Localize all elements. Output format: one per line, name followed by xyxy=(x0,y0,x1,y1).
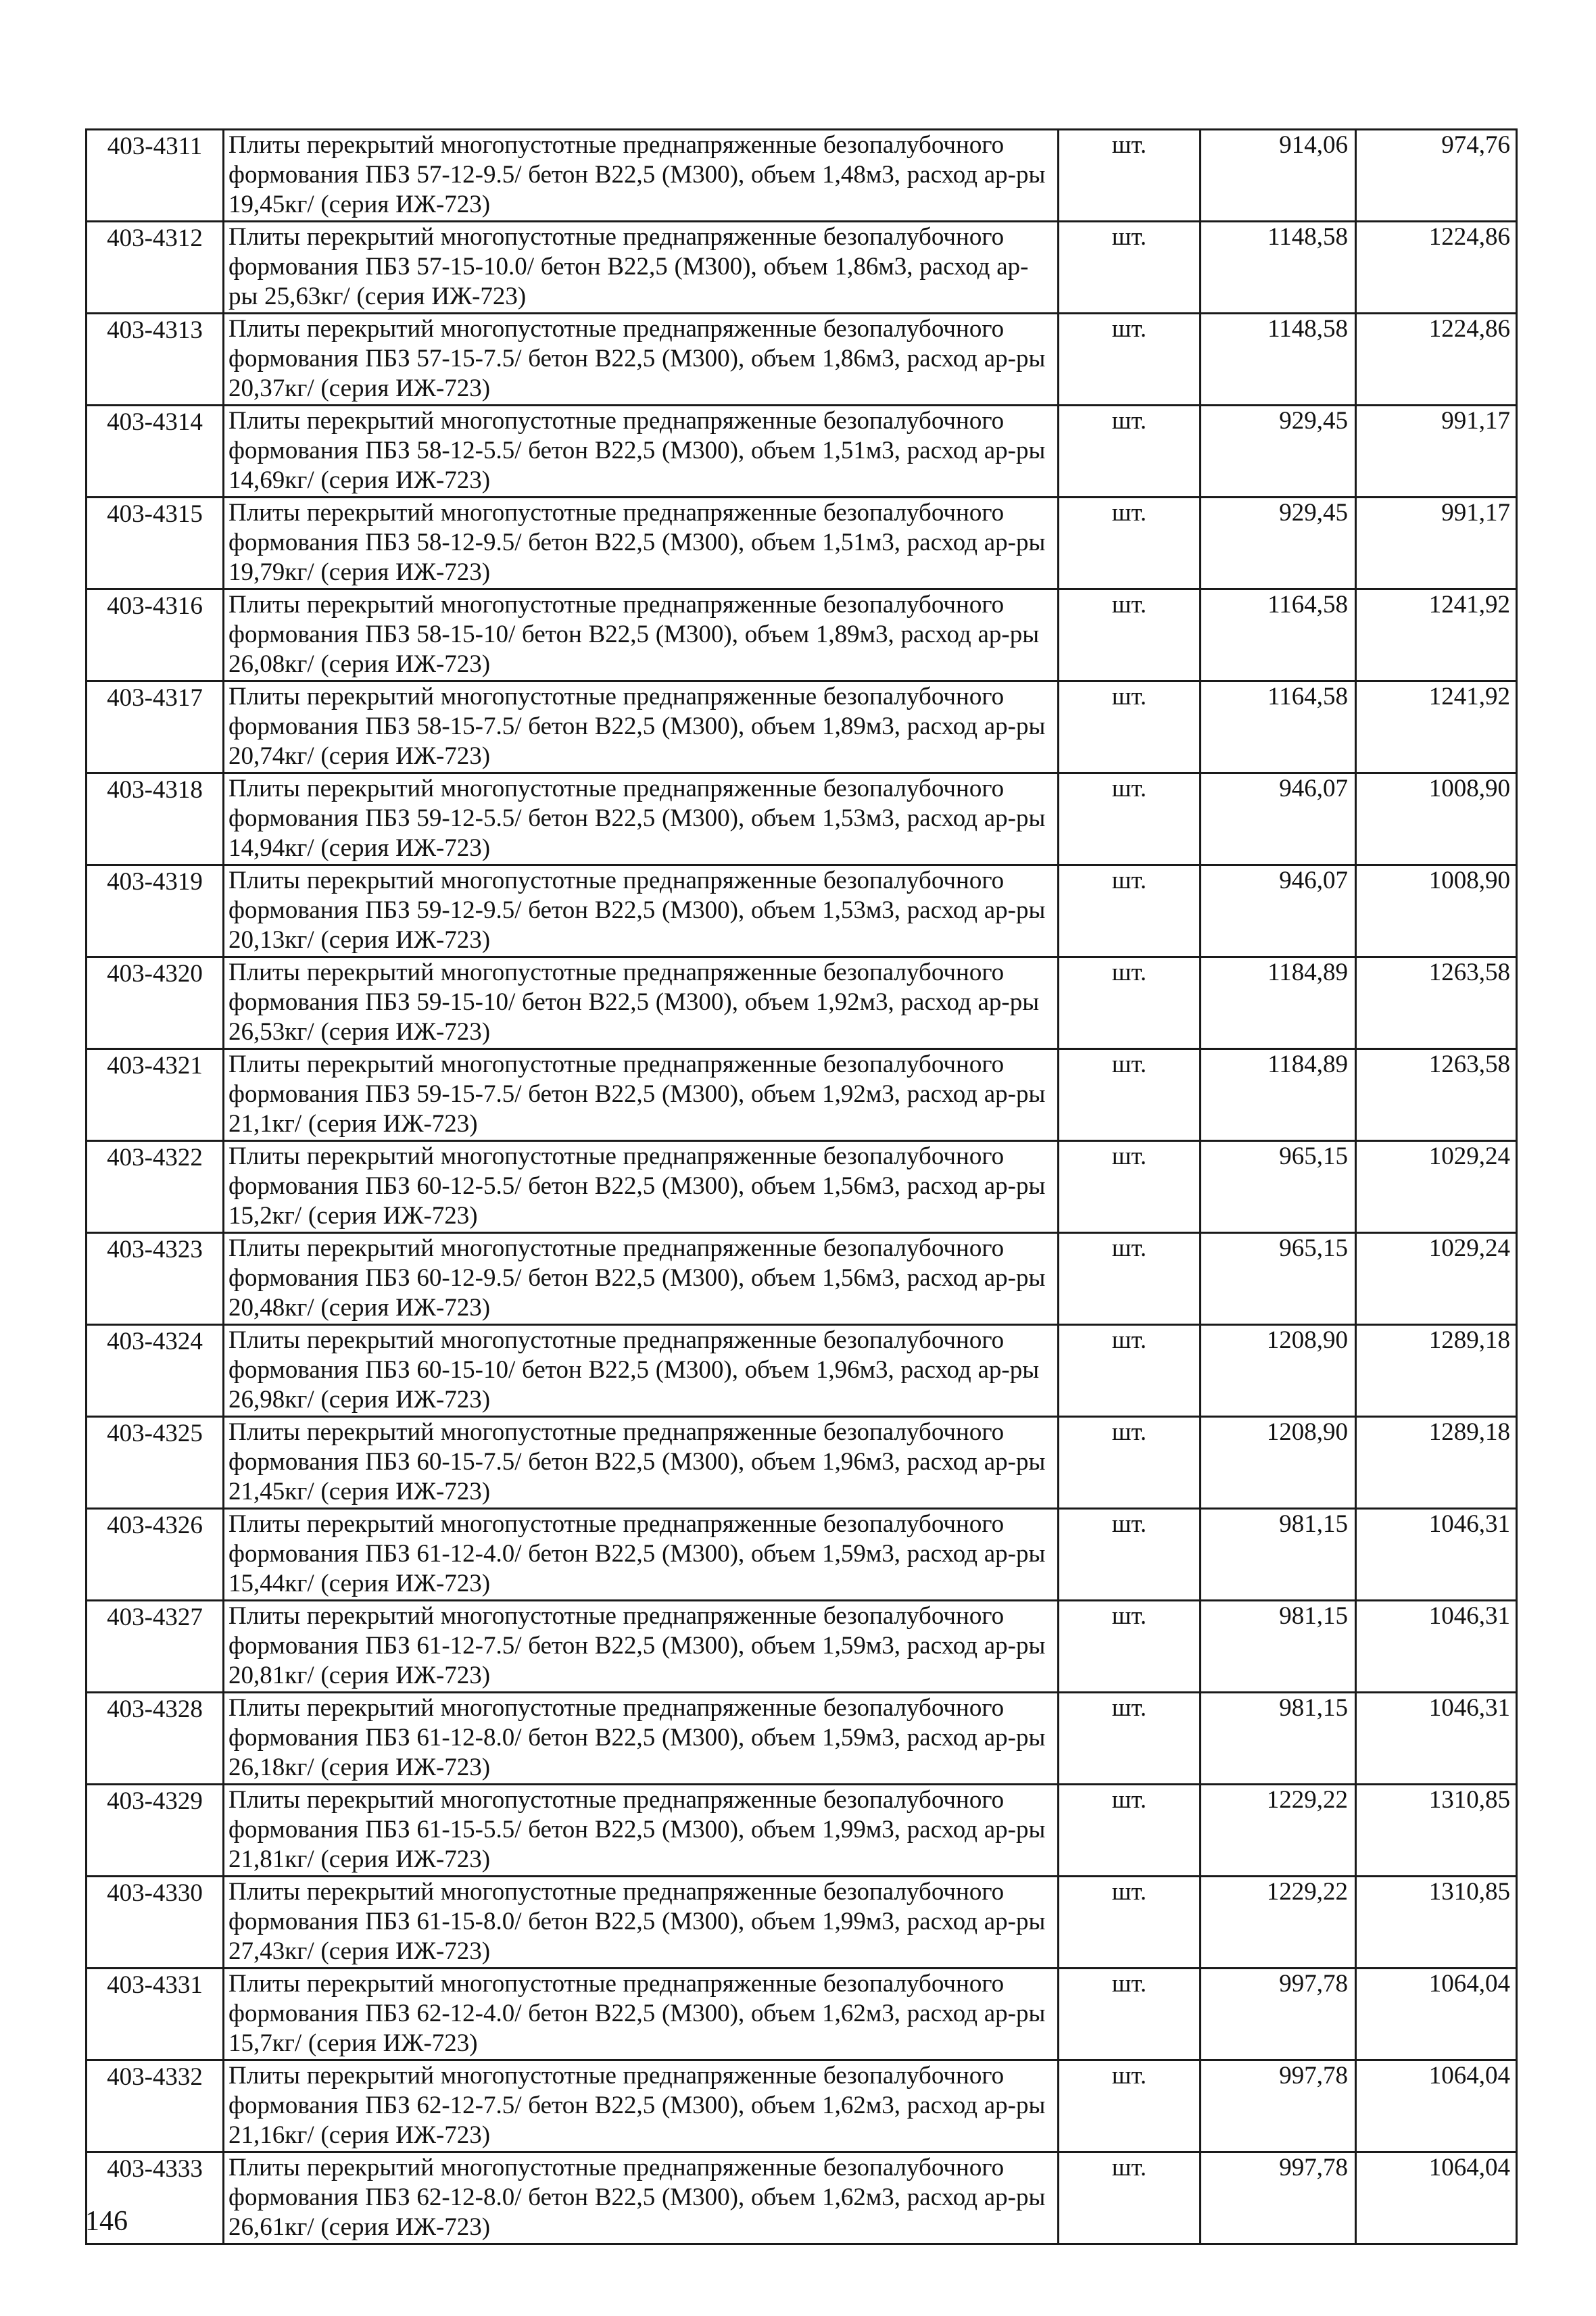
description-line: 26,08кг/ (серия ИЖ-723) xyxy=(228,650,491,678)
item-description xyxy=(224,1969,1059,2060)
item-description xyxy=(224,1601,1059,1693)
table-row xyxy=(87,957,1517,1049)
item-description xyxy=(224,1509,1059,1601)
item-description xyxy=(224,222,1059,314)
description-line: Плиты перекрытий многопустотные преднапряженные безопалубочного xyxy=(228,1051,1005,1078)
item-code: 403-4321 xyxy=(87,1049,224,1141)
item-unit: шт. xyxy=(1059,589,1201,681)
table-row xyxy=(87,130,1517,222)
item-price-2: 1310,85 xyxy=(1356,1877,1517,1969)
table-row xyxy=(87,222,1517,314)
table-row xyxy=(87,1417,1517,1509)
description-line: 14,94кг/ (серия ИЖ-723) xyxy=(228,834,491,862)
item-description xyxy=(224,1233,1059,1325)
description-line: формования ПБЗ 62-12-8.0/ бетон В22,5 (М300), объем 1,62м3, расход ар-ры xyxy=(228,2183,1046,2211)
table-row xyxy=(87,589,1517,681)
item-code: 403-4326 xyxy=(87,1509,224,1601)
description-line: 26,98кг/ (серия ИЖ-723) xyxy=(228,1385,491,1414)
item-unit: шт. xyxy=(1059,2060,1201,2152)
table-row xyxy=(87,1325,1517,1417)
item-unit: шт. xyxy=(1059,773,1201,865)
item-description xyxy=(224,1049,1059,1141)
description-line: 15,2кг/ (серия ИЖ-723) xyxy=(228,1201,478,1230)
description-line: 20,13кг/ (серия ИЖ-723) xyxy=(228,925,491,954)
description-line: формования ПБЗ 61-15-8.0/ бетон В22,5 (М300), объем 1,99м3, расход ар-ры xyxy=(228,1907,1046,1935)
item-price-2: 1224,86 xyxy=(1356,314,1517,406)
item-price-2: 991,17 xyxy=(1356,406,1517,498)
item-code: 403-4328 xyxy=(87,1693,224,1785)
table-row xyxy=(87,2152,1517,2244)
item-description xyxy=(224,1325,1059,1417)
item-description xyxy=(224,130,1059,222)
item-unit: шт. xyxy=(1059,314,1201,406)
item-code: 403-4315 xyxy=(87,498,224,589)
item-price-1: 1148,58 xyxy=(1201,222,1356,314)
item-code: 403-4313 xyxy=(87,314,224,406)
item-description xyxy=(224,498,1059,589)
description-line: 20,48кг/ (серия ИЖ-723) xyxy=(228,1293,491,1322)
item-code: 403-4331 xyxy=(87,1969,224,2060)
item-price-2: 1008,90 xyxy=(1356,773,1517,865)
item-unit: шт. xyxy=(1059,222,1201,314)
table-row xyxy=(87,1049,1517,1141)
item-price-1: 1164,58 xyxy=(1201,681,1356,773)
table-row xyxy=(87,865,1517,957)
description-line: 26,18кг/ (серия ИЖ-723) xyxy=(228,1753,491,1781)
table-row xyxy=(87,1141,1517,1233)
item-price-2: 1263,58 xyxy=(1356,1049,1517,1141)
item-price-1: 929,45 xyxy=(1201,498,1356,589)
item-unit: шт. xyxy=(1059,1417,1201,1509)
item-unit: шт. xyxy=(1059,1509,1201,1601)
description-line: Плиты перекрытий многопустотные преднапряженные безопалубочного xyxy=(228,1786,1005,1814)
description-line: формования ПБЗ 57-15-10.0/ бетон В22,5 (М300), объем 1,86м3, расход ар- xyxy=(228,252,1029,281)
description-line: Плиты перекрытий многопустотные преднапряженные безопалубочного xyxy=(228,1142,1005,1170)
item-code: 403-4329 xyxy=(87,1785,224,1877)
description-line: 21,16кг/ (серия ИЖ-723) xyxy=(228,2121,491,2149)
description-line: Плиты перекрытий многопустотные преднапряженные безопалубочного xyxy=(228,867,1005,894)
item-description xyxy=(224,589,1059,681)
description-line: формования ПБЗ 60-12-5.5/ бетон В22,5 (М300), объем 1,56м3, расход ар-ры xyxy=(228,1172,1046,1200)
item-description xyxy=(224,865,1059,957)
item-price-1: 981,15 xyxy=(1201,1509,1356,1601)
description-line: 20,74кг/ (серия ИЖ-723) xyxy=(228,742,491,770)
item-price-2: 1310,85 xyxy=(1356,1785,1517,1877)
item-code: 403-4320 xyxy=(87,957,224,1049)
item-price-2: 1241,92 xyxy=(1356,589,1517,681)
item-description xyxy=(224,1693,1059,1785)
item-price-2: 1046,31 xyxy=(1356,1601,1517,1693)
item-code: 403-4324 xyxy=(87,1325,224,1417)
item-price-1: 1164,58 xyxy=(1201,589,1356,681)
description-line: Плиты перекрытий многопустотные преднапряженные безопалубочного xyxy=(228,1418,1005,1446)
table-row xyxy=(87,498,1517,589)
description-line: формования ПБЗ 58-12-9.5/ бетон В22,5 (М300), объем 1,51м3, расход ар-ры xyxy=(228,528,1046,556)
item-description xyxy=(224,773,1059,865)
item-code: 403-4333 xyxy=(87,2152,224,2244)
description-line: 26,61кг/ (серия ИЖ-723) xyxy=(228,2213,491,2241)
description-line: Плиты перекрытий многопустотные преднапряженные безопалубочного xyxy=(228,2062,1005,2090)
description-line: Плиты перекрытий многопустотные преднапряженные безопалубочного xyxy=(228,1510,1005,1538)
item-code: 403-4330 xyxy=(87,1877,224,1969)
item-price-1: 946,07 xyxy=(1201,773,1356,865)
item-code: 403-4319 xyxy=(87,865,224,957)
item-unit: шт. xyxy=(1059,406,1201,498)
description-line: Плиты перекрытий многопустотные преднапряженные безопалубочного xyxy=(228,1970,1005,1998)
item-description xyxy=(224,681,1059,773)
page-number: 146 xyxy=(85,2206,128,2237)
item-code: 403-4318 xyxy=(87,773,224,865)
item-price-2: 1046,31 xyxy=(1356,1693,1517,1785)
item-price-1: 1208,90 xyxy=(1201,1325,1356,1417)
description-line: формования ПБЗ 62-12-4.0/ бетон В22,5 (М300), объем 1,62м3, расход ар-ры xyxy=(228,1999,1046,2027)
description-line: формования ПБЗ 62-12-7.5/ бетон В22,5 (М300), объем 1,62м3, расход ар-ры xyxy=(228,2091,1046,2119)
item-code: 403-4332 xyxy=(87,2060,224,2152)
description-line: Плиты перекрытий многопустотные преднапряженные безопалубочного xyxy=(228,1234,1005,1262)
description-line: Плиты перекрытий многопустотные преднапряженные безопалубочного xyxy=(228,959,1005,986)
description-line: 21,81кг/ (серия ИЖ-723) xyxy=(228,1845,491,1873)
item-price-1: 997,78 xyxy=(1201,2152,1356,2244)
description-line: Плиты перекрытий многопустотные преднапряженные безопалубочного xyxy=(228,1326,1005,1354)
item-description xyxy=(224,1785,1059,1877)
item-price-2: 974,76 xyxy=(1356,130,1517,222)
table-row xyxy=(87,1509,1517,1601)
item-price-1: 914,06 xyxy=(1201,130,1356,222)
item-price-2: 1029,24 xyxy=(1356,1141,1517,1233)
item-price-1: 1184,89 xyxy=(1201,1049,1356,1141)
table-row xyxy=(87,2060,1517,2152)
description-line: Плиты перекрытий многопустотные преднапряженные безопалубочного xyxy=(228,1694,1005,1722)
description-line: формования ПБЗ 61-15-5.5/ бетон В22,5 (М300), объем 1,99м3, расход ар-ры xyxy=(228,1815,1046,1843)
description-line: формования ПБЗ 61-12-7.5/ бетон В22,5 (М300), объем 1,59м3, расход ар-ры xyxy=(228,1631,1046,1660)
item-code: 403-4311 xyxy=(87,130,224,222)
description-line: 19,79кг/ (серия ИЖ-723) xyxy=(228,558,491,586)
item-unit: шт. xyxy=(1059,1601,1201,1693)
description-line: 21,1кг/ (серия ИЖ-723) xyxy=(228,1109,478,1138)
item-unit: шт. xyxy=(1059,1969,1201,2060)
item-code: 403-4322 xyxy=(87,1141,224,1233)
item-price-2: 1064,04 xyxy=(1356,1969,1517,2060)
item-price-1: 1208,90 xyxy=(1201,1417,1356,1509)
item-unit: шт. xyxy=(1059,681,1201,773)
item-price-1: 1229,22 xyxy=(1201,1877,1356,1969)
description-line: Плиты перекрытий многопустотные преднапряженные безопалубочного xyxy=(228,407,1005,435)
table-body xyxy=(87,130,1517,2244)
description-line: 19,45кг/ (серия ИЖ-723) xyxy=(228,190,491,218)
description-line: формования ПБЗ 60-15-7.5/ бетон В22,5 (М300), объем 1,96м3, расход ар-ры xyxy=(228,1447,1046,1476)
item-price-2: 1064,04 xyxy=(1356,2060,1517,2152)
item-code: 403-4312 xyxy=(87,222,224,314)
item-code: 403-4325 xyxy=(87,1417,224,1509)
item-unit: шт. xyxy=(1059,1233,1201,1325)
item-price-2: 1008,90 xyxy=(1356,865,1517,957)
description-line: 20,37кг/ (серия ИЖ-723) xyxy=(228,374,491,402)
description-line: формования ПБЗ 59-12-9.5/ бетон В22,5 (М300), объем 1,53м3, расход ар-ры xyxy=(228,896,1046,924)
description-line: формования ПБЗ 58-12-5.5/ бетон В22,5 (М300), объем 1,51м3, расход ар-ры xyxy=(228,436,1046,464)
item-unit: шт. xyxy=(1059,1693,1201,1785)
description-line: формования ПБЗ 61-12-8.0/ бетон В22,5 (М300), объем 1,59м3, расход ар-ры xyxy=(228,1723,1046,1752)
item-description xyxy=(224,1877,1059,1969)
item-unit: шт. xyxy=(1059,1141,1201,1233)
item-price-1: 997,78 xyxy=(1201,1969,1356,2060)
item-description xyxy=(224,1417,1059,1509)
item-code: 403-4317 xyxy=(87,681,224,773)
item-price-2: 1289,18 xyxy=(1356,1325,1517,1417)
item-price-1: 1148,58 xyxy=(1201,314,1356,406)
description-line: формования ПБЗ 61-12-4.0/ бетон В22,5 (М300), объем 1,59м3, расход ар-ры xyxy=(228,1539,1046,1568)
table-row xyxy=(87,1969,1517,2060)
item-description xyxy=(224,957,1059,1049)
table-row xyxy=(87,1601,1517,1693)
item-unit: шт. xyxy=(1059,2152,1201,2244)
description-line: Плиты перекрытий многопустотные преднапряженные безопалубочного xyxy=(228,775,1005,802)
description-line: формования ПБЗ 59-15-7.5/ бетон В22,5 (М300), объем 1,92м3, расход ар-ры xyxy=(228,1080,1046,1108)
description-line: 15,44кг/ (серия ИЖ-723) xyxy=(228,1569,491,1597)
item-price-1: 946,07 xyxy=(1201,865,1356,957)
item-description xyxy=(224,2060,1059,2152)
item-price-1: 997,78 xyxy=(1201,2060,1356,2152)
table-row xyxy=(87,314,1517,406)
item-unit: шт. xyxy=(1059,1785,1201,1877)
description-line: 27,43кг/ (серия ИЖ-723) xyxy=(228,1937,491,1965)
item-price-1: 981,15 xyxy=(1201,1693,1356,1785)
item-price-2: 1224,86 xyxy=(1356,222,1517,314)
description-line: Плиты перекрытий многопустотные преднапряженные безопалубочного xyxy=(228,315,1005,343)
price-table xyxy=(85,128,1518,2245)
item-code: 403-4327 xyxy=(87,1601,224,1693)
description-line: Плиты перекрытий многопустотные преднапряженные безопалубочного xyxy=(228,223,1005,251)
item-unit: шт. xyxy=(1059,1049,1201,1141)
item-price-1: 981,15 xyxy=(1201,1601,1356,1693)
item-unit: шт. xyxy=(1059,865,1201,957)
table-row xyxy=(87,681,1517,773)
item-unit: шт. xyxy=(1059,130,1201,222)
description-line: Плиты перекрытий многопустотные преднапряженные безопалубочного xyxy=(228,2154,1005,2181)
description-line: Плиты перекрытий многопустотные преднапряженные безопалубочного xyxy=(228,1878,1005,1906)
item-price-2: 991,17 xyxy=(1356,498,1517,589)
description-line: формования ПБЗ 58-15-10/ бетон В22,5 (М300), объем 1,89м3, расход ар-ры xyxy=(228,620,1040,648)
description-line: 26,53кг/ (серия ИЖ-723) xyxy=(228,1017,491,1046)
item-price-2: 1263,58 xyxy=(1356,957,1517,1049)
table-row xyxy=(87,1877,1517,1969)
description-line: формования ПБЗ 60-12-9.5/ бетон В22,5 (М300), объем 1,56м3, расход ар-ры xyxy=(228,1263,1046,1292)
description-line: формования ПБЗ 58-15-7.5/ бетон В22,5 (М300), объем 1,89м3, расход ар-ры xyxy=(228,712,1046,740)
description-line: Плиты перекрытий многопустотные преднапряженные безопалубочного xyxy=(228,683,1005,710)
item-price-1: 1229,22 xyxy=(1201,1785,1356,1877)
item-description xyxy=(224,314,1059,406)
item-price-2: 1241,92 xyxy=(1356,681,1517,773)
item-price-1: 965,15 xyxy=(1201,1141,1356,1233)
item-price-1: 929,45 xyxy=(1201,406,1356,498)
description-line: 14,69кг/ (серия ИЖ-723) xyxy=(228,466,491,494)
item-unit: шт. xyxy=(1059,1325,1201,1417)
item-price-1: 965,15 xyxy=(1201,1233,1356,1325)
table-row xyxy=(87,1785,1517,1877)
description-line: формования ПБЗ 59-12-5.5/ бетон В22,5 (М300), объем 1,53м3, расход ар-ры xyxy=(228,804,1046,832)
item-price-1: 1184,89 xyxy=(1201,957,1356,1049)
description-line: формования ПБЗ 60-15-10/ бетон В22,5 (М300), объем 1,96м3, расход ар-ры xyxy=(228,1355,1040,1384)
description-line: ры 25,63кг/ (серия ИЖ-723) xyxy=(228,282,527,310)
description-line: формования ПБЗ 57-12-9.5/ бетон В22,5 (М300), объем 1,48м3, расход ар-ры xyxy=(228,160,1046,189)
item-unit: шт. xyxy=(1059,498,1201,589)
item-description xyxy=(224,406,1059,498)
table-row xyxy=(87,406,1517,498)
description-line: формования ПБЗ 59-15-10/ бетон В22,5 (М300), объем 1,92м3, расход ар-ры xyxy=(228,988,1040,1016)
item-price-2: 1064,04 xyxy=(1356,2152,1517,2244)
item-unit: шт. xyxy=(1059,957,1201,1049)
description-line: 21,45кг/ (серия ИЖ-723) xyxy=(228,1477,491,1505)
item-code: 403-4323 xyxy=(87,1233,224,1325)
description-line: Плиты перекрытий многопустотные преднапряженные безопалубочного xyxy=(228,131,1005,159)
item-price-2: 1289,18 xyxy=(1356,1417,1517,1509)
description-line: Плиты перекрытий многопустотные преднапряженные безопалубочного xyxy=(228,591,1005,619)
item-description xyxy=(224,1141,1059,1233)
description-line: Плиты перекрытий многопустотные преднапряженные безопалубочного xyxy=(228,499,1005,527)
item-description xyxy=(224,2152,1059,2244)
item-code: 403-4316 xyxy=(87,589,224,681)
description-line: Плиты перекрытий многопустотные преднапряженные безопалубочного xyxy=(228,1602,1005,1630)
item-code: 403-4314 xyxy=(87,406,224,498)
table-row xyxy=(87,1693,1517,1785)
table-row xyxy=(87,1233,1517,1325)
description-line: формования ПБЗ 57-15-7.5/ бетон В22,5 (М300), объем 1,86м3, расход ар-ры xyxy=(228,344,1046,372)
item-price-2: 1029,24 xyxy=(1356,1233,1517,1325)
description-line: 20,81кг/ (серия ИЖ-723) xyxy=(228,1661,491,1689)
item-price-2: 1046,31 xyxy=(1356,1509,1517,1601)
table-row xyxy=(87,773,1517,865)
item-unit: шт. xyxy=(1059,1877,1201,1969)
description-line: 15,7кг/ (серия ИЖ-723) xyxy=(228,2029,478,2057)
